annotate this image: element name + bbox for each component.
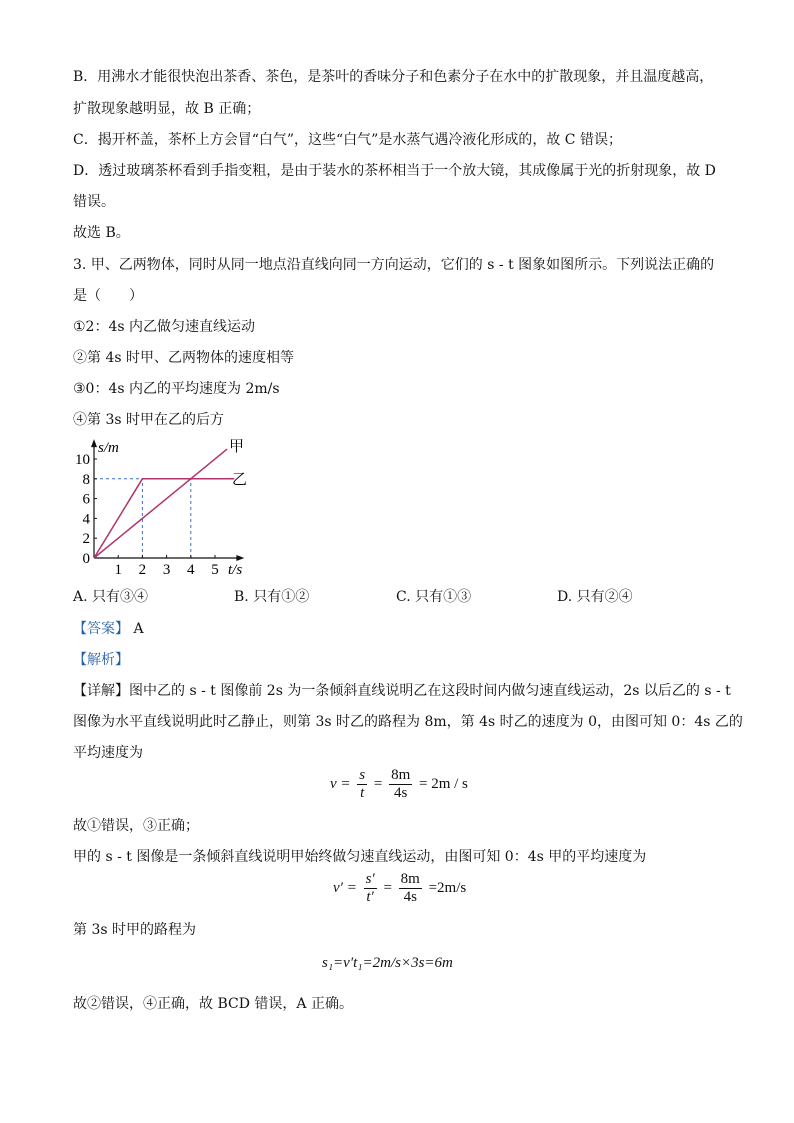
eq1-num1: s [359,767,366,783]
answer-label: 【答案】 [73,621,129,637]
statement-2: ②第 4s 时甲、乙两物体的速度相等 [73,350,294,366]
option-c: C. 只有①③ [396,589,472,605]
x-tick-label: 5 [211,562,219,578]
line-choose: 故选 B。 [73,225,130,241]
eq1-rhs: = 2m / s [419,775,468,792]
x-tick-label: 2 [138,562,147,578]
line-d1: D．透过玻璃茶杯看到手指变粗，是由于装水的茶杯相当于一个放大镜，其成像属于光的折射现象，故 D [73,163,716,179]
eq1-num2: 8m [391,767,411,783]
detail-p2: 图像为水平直线说明此时乙静止，则第 3s 时乙的路程为 8m，第 4s 时乙的速度为 0，由图可知 0：4s 乙的 [73,714,743,730]
equation-1 [330,767,468,802]
question-stem-2: 是（ ） [73,288,143,304]
option-a: A. 只有③④ [73,589,149,605]
s-t-graph [72,432,252,582]
eq1-eq: = [373,775,383,792]
y-tick-label: 8 [82,471,90,488]
x-axis-arrow [236,555,244,561]
detail-conclusion-1: 故①错误，③正确； [73,818,199,834]
eq1-den2: 4s [394,785,408,801]
eq2-den2: 4s [403,889,417,905]
eq2-rhs: =2m/s [428,879,467,896]
line-c: C．揭开杯盖，茶杯上方会冒“白气”，这些“白气”是水蒸气遇冷液化形成的，故 C 错误； [73,132,622,148]
detail-p1: 【详解】图中乙的 s - t 图像前 2s 为一条倾斜直线说明乙在这段时间内做匀速直线运动，2s 以后乙的 s - t [73,683,731,699]
equation-2 [333,871,466,906]
eq2-num2: 8m [400,871,420,887]
x-axis-label: t/s [228,562,243,578]
detail-p4: 甲的 s - t 图像是一条倾斜直线说明甲始终做匀速直线运动，由图可知 0：4s 甲的平均速度为 [73,849,647,865]
x-tick-label: 1 [114,562,122,578]
eq1-den1: t [360,785,365,801]
eq2-frac-1 [364,871,377,906]
y-tick-label: 6 [82,491,90,508]
equation-3: s₁=v′t₁=2m/s×3s=6m [322,955,453,971]
series-line-yi [94,479,234,558]
detail-final: 故②错误，④正确，故 BCD 错误，A 正确。 [73,996,353,1012]
statement-3: ③0：4s 内乙的平均速度为 2m/s [73,381,280,397]
eq2-den1: t′ [366,889,374,905]
series-label-yi: 乙 [232,472,248,488]
answer-value: A [133,621,144,637]
line-b1: B．用沸水才能很快泡出茶香、茶色，是茶叶的香味分子和色素分子在水中的扩散现象，并且温度越高， [73,69,714,85]
x-tick-label: 4 [187,562,195,578]
x-tick-label: 3 [162,562,171,578]
answer-line [73,619,144,639]
statement-1: ①2：4s 内乙做匀速直线运动 [73,319,255,335]
series-line-jia [94,449,227,558]
eq2-num1: s′ [365,871,375,887]
y-tick-label: 10 [75,452,90,468]
eq2-frac-2 [399,871,422,906]
option-d: D. 只有②④ [557,589,633,605]
question-stem-1: 3. 甲、乙两物体，同时从同一地点沿直线向同一方向运动，它们的 s - t 图象如图所示。下列说法正确的 [73,257,715,273]
y-axis-arrow [91,439,97,447]
line-d2: 错误。 [73,194,115,210]
eq2-lhs: v′ = [333,879,357,896]
line-b2: 扩散现象越明显，故 B 正确； [73,101,261,117]
detail-p5: 第 3s 时甲的路程为 [73,922,196,938]
y-tick-label: 2 [82,531,90,548]
eq1-frac-1 [357,767,367,802]
option-b: B. 只有①② [234,589,310,605]
y-tick-label: 4 [82,511,90,528]
series-label-jia: 甲 [229,439,245,455]
eq1-frac-2 [389,767,412,802]
eq1-lhs: v = [330,775,351,792]
detail-p3: 平均速度为 [73,745,143,761]
statement-4: ④第 3s 时甲在乙的后方 [73,412,224,428]
y-axis-label: s/m [98,440,119,456]
y-tick-label: 0 [82,551,90,567]
analysis-label: 【解析】 [73,652,129,668]
eq2-eq: = [383,879,392,896]
